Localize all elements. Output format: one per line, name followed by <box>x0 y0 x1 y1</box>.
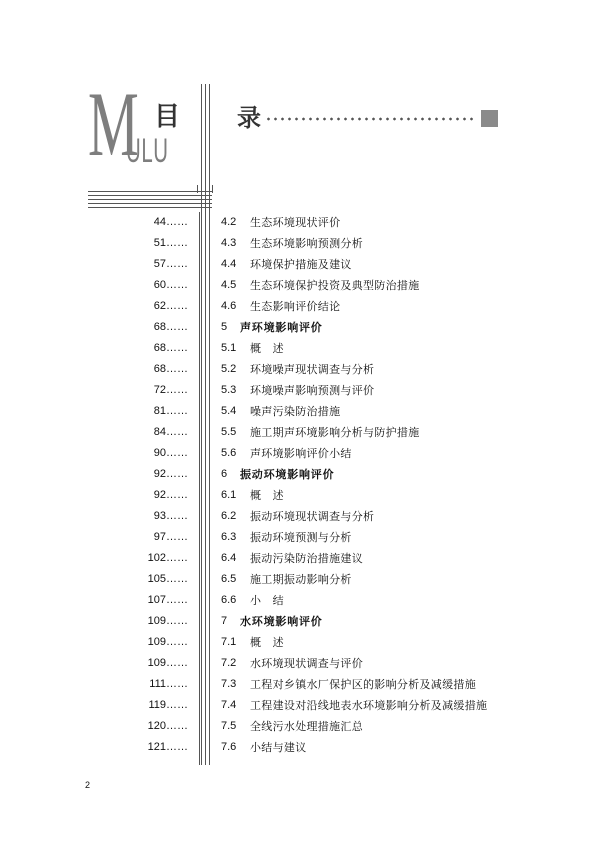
toc-number: 6.6 <box>221 594 237 606</box>
toc-title: 小结与建议 <box>250 741 307 754</box>
toc-title: 工程建设对沿线地表水环境影响分析及减缓措施 <box>250 699 488 712</box>
toc-title: 生态影响评价结论 <box>250 300 341 313</box>
toc-number: 6.2 <box>221 510 237 522</box>
header-square-ornament <box>481 110 498 127</box>
toc-section-row[interactable] <box>0 380 595 401</box>
toc-section-row[interactable] <box>0 716 595 737</box>
toc-section-row[interactable] <box>0 674 595 695</box>
toc-title: 工程对乡镇水厂保护区的影响分析及减缓措施 <box>250 678 476 691</box>
toc-page: 109…… <box>147 615 188 627</box>
toc-page: 90…… <box>153 447 188 459</box>
toc-page: 97…… <box>153 531 188 543</box>
toc-section-row[interactable] <box>0 275 595 296</box>
toc-title: 振动环境预测与分析 <box>250 531 352 544</box>
toc-number: 4.6 <box>221 300 237 312</box>
toc-page: 107…… <box>147 594 188 606</box>
toc-number: 5.5 <box>221 426 237 438</box>
toc-number: 5 <box>221 321 228 333</box>
toc-title: 概 述 <box>250 636 284 649</box>
toc-number: 6.4 <box>221 552 237 564</box>
toc-number: 7.5 <box>221 720 237 732</box>
toc-page: 68…… <box>153 363 188 375</box>
toc-number: 4.4 <box>221 258 237 270</box>
toc-page: 92…… <box>153 489 188 501</box>
toc-page: 121…… <box>147 741 188 753</box>
toc-section-row[interactable] <box>0 401 595 422</box>
toc-title: 噪声污染防治措施 <box>250 405 341 418</box>
toc-title: 全线污水处理措施汇总 <box>250 720 363 733</box>
toc-page: 109…… <box>147 636 188 648</box>
rule-line <box>197 185 198 193</box>
toc-number: 6.1 <box>221 489 237 501</box>
toc-page: 120…… <box>147 720 188 732</box>
toc-section-row[interactable] <box>0 569 595 590</box>
toc-page: 119…… <box>148 699 188 711</box>
header-big-letter: M <box>88 73 139 175</box>
header-title-char-1: 目 <box>154 102 181 132</box>
toc-number: 7.2 <box>221 657 237 669</box>
toc-section-row[interactable] <box>0 695 595 716</box>
header-subtitle: ULU <box>126 132 169 170</box>
toc-section-row[interactable] <box>0 254 595 275</box>
toc-section-row[interactable] <box>0 527 595 548</box>
toc-title: 小 结 <box>250 594 284 607</box>
toc-title: 水环境现状调查与评价 <box>250 657 363 670</box>
toc-section-row[interactable] <box>0 233 595 254</box>
toc-section-row[interactable] <box>0 359 595 380</box>
toc-page: 109…… <box>147 657 188 669</box>
toc-page: 111…… <box>149 678 188 690</box>
toc-section-row[interactable] <box>0 737 595 758</box>
toc-number: 7.6 <box>221 741 237 753</box>
toc-title: 振动污染防治措施建议 <box>250 552 363 565</box>
toc-section-row[interactable] <box>0 632 595 653</box>
toc-page: 72…… <box>153 384 188 396</box>
toc-section-row[interactable] <box>0 485 595 506</box>
toc-number: 7.1 <box>221 636 237 648</box>
toc-page: 51…… <box>153 237 188 249</box>
toc-title: 生态环境影响预测分析 <box>250 237 363 250</box>
header-title-char-2: 录 <box>237 104 261 132</box>
rule-line <box>88 207 212 208</box>
toc-number: 4.3 <box>221 237 237 249</box>
rule-line <box>88 199 212 200</box>
toc-title: 施工期声环境影响分析与防护措施 <box>250 426 420 439</box>
toc-section-row[interactable] <box>0 590 595 611</box>
toc-chapter-row[interactable] <box>0 611 595 632</box>
toc-page: 68…… <box>153 342 188 354</box>
toc-title: 环境保护措施及建议 <box>250 258 352 271</box>
toc-section-row[interactable] <box>0 548 595 569</box>
toc-title: 水环境影响评价 <box>240 615 323 628</box>
toc-number: 5.1 <box>221 342 237 354</box>
header-dotted-leader <box>265 116 475 122</box>
toc-section-row[interactable] <box>0 338 595 359</box>
toc-title: 声环境影响评价 <box>240 321 323 334</box>
toc-number: 7.4 <box>221 699 237 711</box>
toc-page: 62…… <box>153 300 188 312</box>
toc-chapter-row[interactable] <box>0 464 595 485</box>
toc-title: 概 述 <box>250 489 284 502</box>
toc-title: 环境噪声影响预测与评价 <box>250 384 375 397</box>
toc-section-row[interactable] <box>0 296 595 317</box>
toc-section-row[interactable] <box>0 506 595 527</box>
toc-number: 4.2 <box>221 216 237 228</box>
toc-page: 44…… <box>153 216 188 228</box>
toc-section-row[interactable] <box>0 212 595 233</box>
toc-number: 6.3 <box>221 531 237 543</box>
toc-page: 93…… <box>153 510 188 522</box>
toc-title: 生态环境保护投资及典型防治措施 <box>250 279 420 292</box>
toc-number: 6.5 <box>221 573 237 585</box>
toc-page: 84…… <box>153 426 188 438</box>
toc-title: 振动环境影响评价 <box>240 468 335 481</box>
toc-section-row[interactable] <box>0 443 595 464</box>
toc-number: 5.4 <box>221 405 237 417</box>
toc-title: 环境噪声现状调查与分析 <box>250 363 375 376</box>
toc-number: 5.3 <box>221 384 237 396</box>
toc-page: 60…… <box>153 279 188 291</box>
toc-page: 102…… <box>147 552 188 564</box>
toc-page: 81…… <box>153 405 188 417</box>
toc-number: 7.3 <box>221 678 237 690</box>
toc-section-row[interactable] <box>0 653 595 674</box>
toc-number: 5.6 <box>221 447 237 459</box>
toc-page: 105…… <box>147 573 188 585</box>
rule-line <box>88 191 212 192</box>
toc-page: 68…… <box>153 321 188 333</box>
toc-title: 生态环境现状评价 <box>250 216 341 229</box>
toc-title: 施工期振动影响分析 <box>250 573 352 586</box>
rule-line <box>88 195 212 196</box>
toc-number: 7 <box>221 615 228 627</box>
toc-section-row[interactable] <box>0 422 595 443</box>
toc-title: 振动环境现状调查与分析 <box>250 510 375 523</box>
toc-title: 概 述 <box>250 342 284 355</box>
toc-page: 92…… <box>153 468 188 480</box>
toc-page: 57…… <box>153 258 188 270</box>
page-number: 2 <box>85 780 91 790</box>
toc-number: 6 <box>221 468 228 480</box>
toc-title: 声环境影响评价小结 <box>250 447 352 460</box>
toc-chapter-row[interactable] <box>0 317 595 338</box>
rule-line <box>88 203 212 204</box>
toc-number: 5.2 <box>221 363 237 375</box>
rule-line <box>212 185 213 193</box>
toc-number: 4.5 <box>221 279 237 291</box>
